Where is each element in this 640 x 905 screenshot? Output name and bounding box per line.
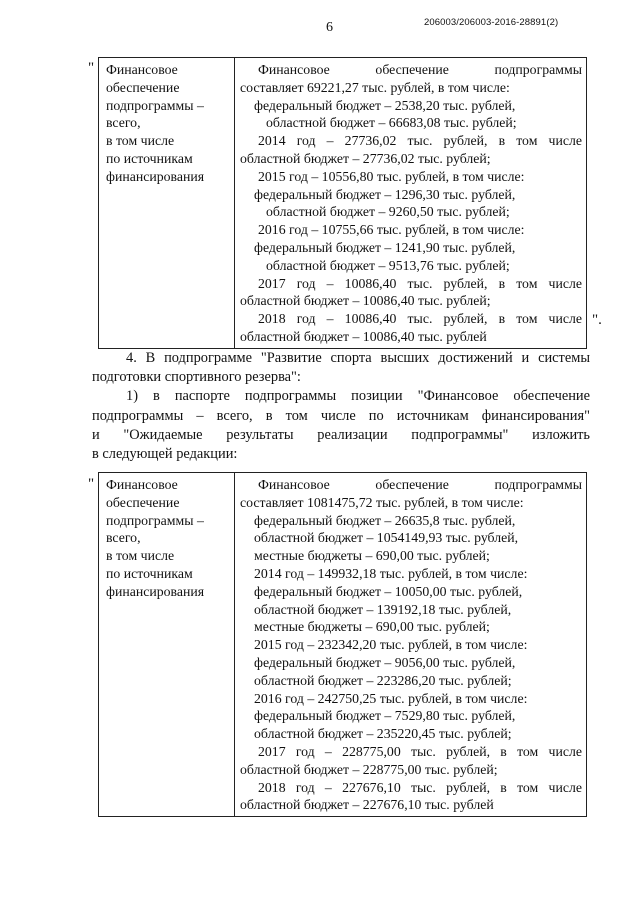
paragraph-line: и "Ожидаемые результаты реализации подпрограммы" изложить — [92, 426, 590, 443]
value-line: областной бюджет – 1054149,93 тыс. рублей, — [254, 530, 519, 546]
page-number: 6 — [326, 20, 333, 35]
value-line: областной бюджет – 228775,00 тыс. рублей; — [240, 761, 498, 777]
paragraph-line: в следующей редакции: — [92, 446, 238, 463]
value-line: 2014 год – 149932,18 тыс. рублей, в том числе: — [254, 565, 528, 581]
value-line: областной бюджет – 10086,40 тыс. рублей; — [240, 293, 491, 309]
label-line: Финансовое — [106, 477, 178, 492]
value-line: 2015 год – 232342,20 тыс. рублей, в том числе: — [254, 637, 528, 653]
value-line: областной бюджет – 235220,45 тыс. рублей; — [254, 726, 512, 742]
value-line: областной бюджет – 66683,08 тыс. рублей; — [266, 115, 517, 131]
paragraph-line: 1) в паспорте подпрограммы позиции "Финансовое обеспечение — [126, 388, 590, 405]
value-line: федеральный бюджет – 1296,30 тыс. рублей, — [254, 186, 516, 202]
label-line: подпрограммы – — [106, 97, 204, 113]
value-line: областной бюджет – 27736,02 тыс. рублей; — [240, 150, 491, 166]
value-line: Финансовое обеспечение подпрограммы — [258, 477, 582, 492]
table2-label-cell — [99, 473, 235, 817]
value-line: федеральный бюджет – 9056,00 тыс. рублей, — [254, 654, 516, 670]
label-line: финансирования — [106, 583, 205, 599]
table2-financing — [98, 472, 587, 817]
label-line: обеспечение — [106, 494, 180, 510]
value-line: 2017 год – 10086,40 тыс. рублей, в том числе — [258, 275, 582, 291]
value-line: 2018 год – 10086,40 тыс. рублей, в том числе — [258, 311, 582, 327]
label-line: всего, — [106, 530, 141, 546]
value-line: 2016 год – 10755,66 тыс. рублей, в том числе: — [258, 222, 525, 238]
document-code: 206003/206003-2016-28891(2) — [424, 17, 559, 28]
value-line: федеральный бюджет – 26635,8 тыс. рублей, — [254, 512, 516, 528]
table1-label-cell — [99, 58, 235, 349]
label-line: по источникам — [106, 150, 193, 166]
value-line: 2018 год – 227676,10 тыс. рублей, в том числе — [258, 779, 582, 795]
table1-close-quote: ". — [592, 312, 602, 328]
value-line: федеральный бюджет – 10050,00 тыс. рублей, — [254, 583, 523, 599]
value-line: федеральный бюджет – 7529,80 тыс. рублей, — [254, 708, 516, 724]
value-line: областной бюджет – 223286,20 тыс. рублей; — [254, 672, 512, 688]
value-line: 2014 год – 27736,02 тыс. рублей, в том числе — [258, 133, 582, 149]
value-line: 2017 год – 228775,00 тыс. рублей, в том числе — [258, 743, 582, 759]
paragraph-line: подпрограммы – всего, в том числе по источникам финансирования" — [92, 407, 590, 424]
value-line: 2016 год – 242750,25 тыс. рублей, в том числе: — [254, 690, 528, 706]
table2-row — [99, 473, 587, 817]
label-line: всего, — [106, 115, 141, 131]
label-line: Финансовое — [106, 62, 178, 77]
amendment-paragraph — [92, 349, 590, 464]
value-line: федеральный бюджет – 1241,90 тыс. рублей, — [254, 239, 516, 255]
value-line: областной бюджет – 139192,18 тыс. рублей, — [254, 601, 512, 617]
paragraph-line: подготовки спортивного резерва": — [92, 369, 301, 386]
value-line: местные бюджеты – 690,00 тыс. рублей; — [254, 548, 490, 564]
label-line: в том числе — [106, 133, 175, 149]
table1-value-cell — [235, 58, 587, 349]
value-line: составляет 69221,27 тыс. рублей, в том числе: — [240, 79, 510, 95]
label-line: обеспечение — [106, 79, 180, 95]
paragraph-line: 4. В подпрограмме "Развитие спорта высших достижений и системы — [126, 350, 590, 366]
value-line: областной бюджет – 9260,50 тыс. рублей; — [266, 204, 510, 220]
table2-open-quote: " — [88, 476, 95, 492]
value-line: Финансовое обеспечение подпрограммы — [258, 62, 582, 77]
value-line: федеральный бюджет – 2538,20 тыс. рублей, — [254, 97, 516, 113]
value-line: местные бюджеты – 690,00 тыс. рублей; — [254, 619, 490, 635]
value-line: областной бюджет – 227676,10 тыс. рублей — [240, 797, 494, 813]
table1-row — [99, 58, 587, 349]
table1-financing — [98, 57, 587, 349]
table2-value-cell — [235, 473, 587, 817]
label-line: в том числе — [106, 548, 175, 564]
label-line: подпрограммы – — [106, 512, 204, 528]
label-line: финансирования — [106, 168, 205, 184]
value-line: 2015 год – 10556,80 тыс. рублей, в том числе: — [258, 168, 525, 184]
value-line: составляет 1081475,72 тыс. рублей, в том числе: — [240, 494, 524, 510]
value-line: областной бюджет – 10086,40 тыс. рублей — [240, 328, 487, 344]
table1-open-quote: " — [88, 60, 95, 76]
value-line: областной бюджет – 9513,76 тыс. рублей; — [266, 257, 510, 273]
label-line: по источникам — [106, 565, 193, 581]
